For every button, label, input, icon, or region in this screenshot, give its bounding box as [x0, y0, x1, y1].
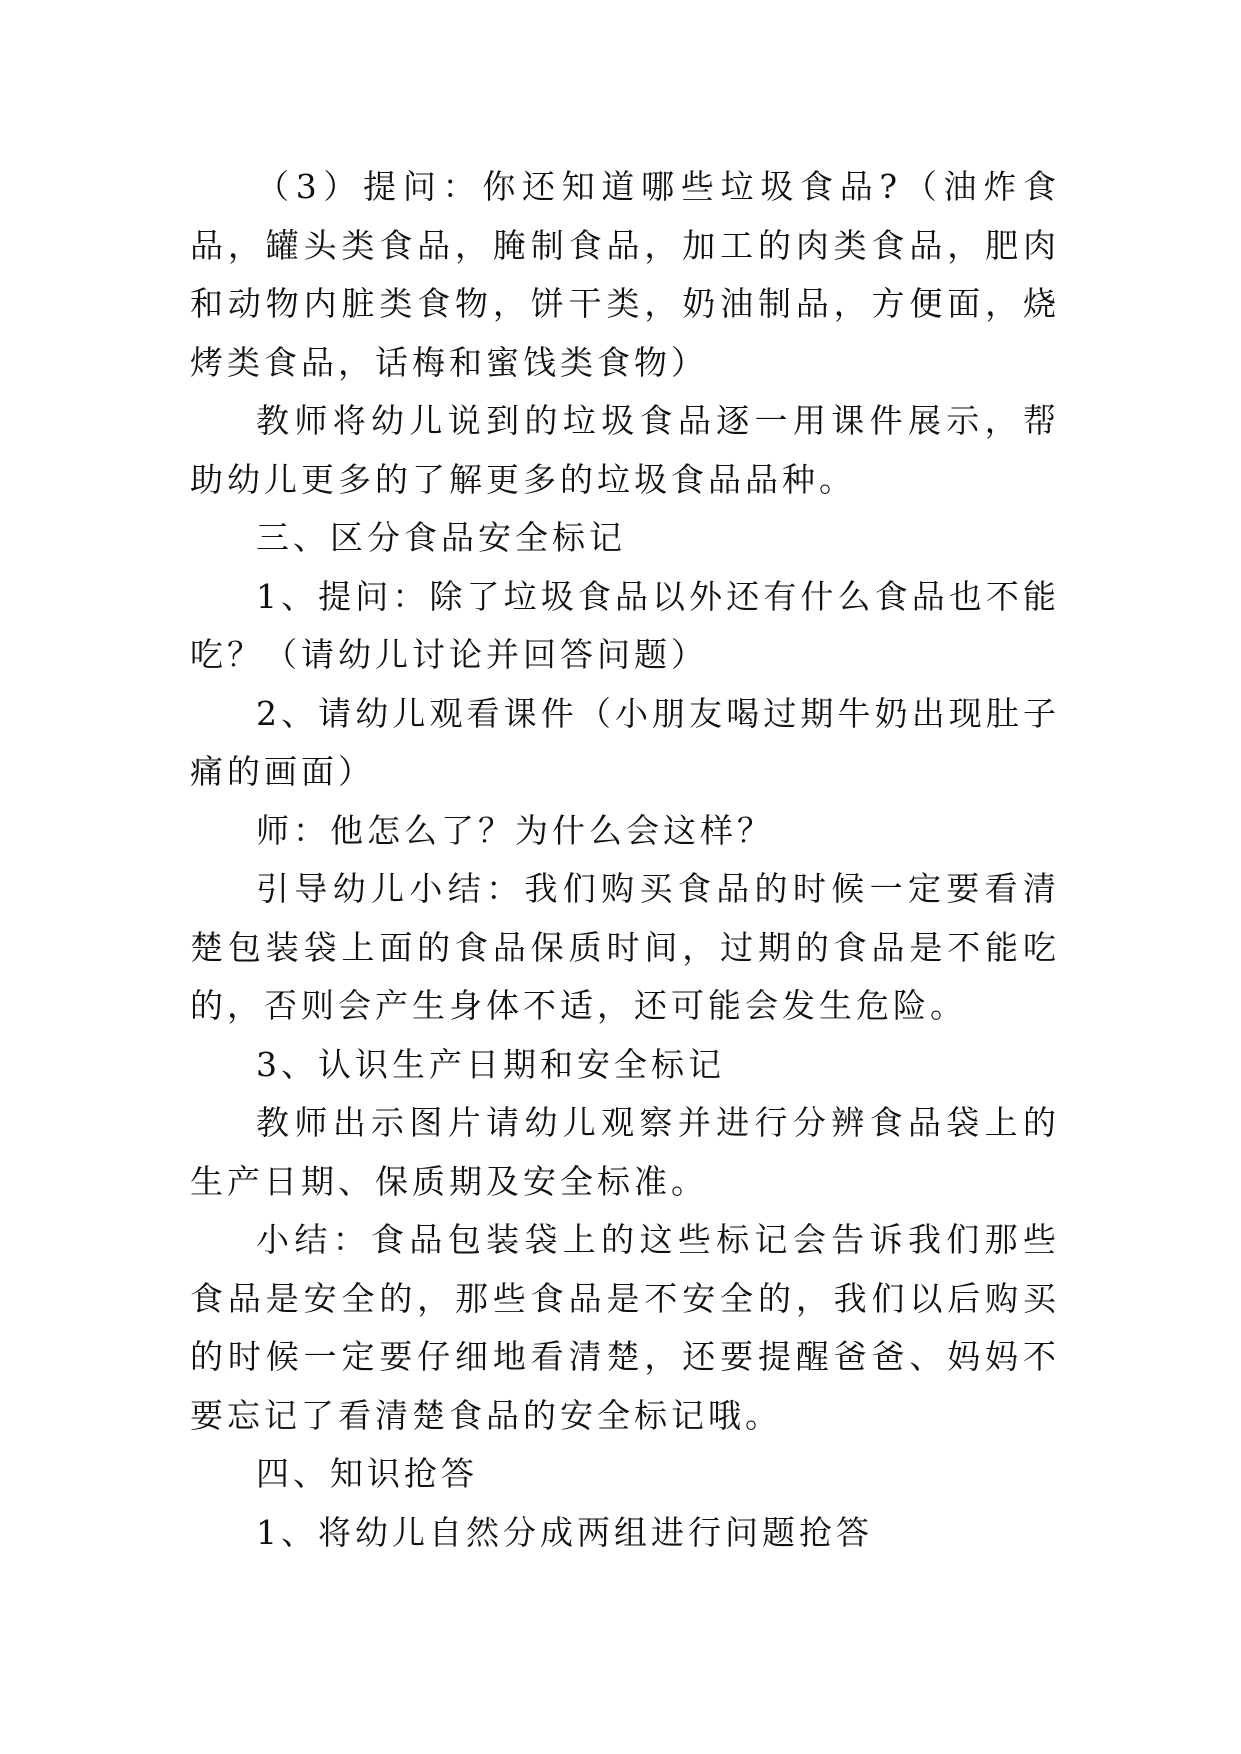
paragraph-watch-courseware: 2、请幼儿观看课件（小朋友喝过期牛奶出现肚子痛的画面）	[190, 693, 1060, 791]
section-heading-quiz: 四、知识抢答	[256, 1454, 478, 1493]
section-heading-food-safety-marks: 三、区分食品安全标记	[256, 518, 626, 557]
paragraph-summary: 小结：食品包装袋上的这些标记会告诉我们那些食品是安全的，那些食品是不安全的，我们以后购买的时候一定要仔细地看清楚，还要提醒爸爸、妈妈不要忘记了看清楚食品的安全标记哦。	[190, 1220, 1060, 1435]
paragraph-teacher-show-pictures: 教师出示图片请幼儿观察并进行分辨食品袋上的生产日期、保质期及安全标准。	[190, 1103, 1060, 1201]
document-page	[190, 158, 1060, 1562]
paragraph-production-date: 3、认识生产日期和安全标记	[256, 1044, 725, 1084]
paragraph-teacher-question: 师：他怎么了？为什么会这样？	[256, 810, 774, 850]
paragraph-teacher-display: 教师将幼儿说到的垃圾食品逐一用课件展示，帮助幼儿更多的了解更多的垃圾食品品种。	[190, 401, 1060, 499]
paragraph-question-1: 1、提问：除了垃圾食品以外还有什么食品也不能吃？（请幼儿讨论并回答问题）	[190, 576, 1060, 674]
paragraph-quiz-groups: 1、将幼儿自然分成两组进行问题抢答	[256, 1512, 873, 1552]
paragraph-junk-food-question: （3）提问：你还知道哪些垃圾食品?（油炸食品，罐头类食品，腌制食品，加工的肉类食品，肥肉和动物内脏类食物，饼干类，奶油制品，方便面，烧烤类食品，话梅和蜜饯类食物）	[190, 167, 1060, 382]
paragraph-guide-summary: 引导幼儿小结：我们购买食品的时候一定要看清楚包装袋上面的食品保质时间，过期的食品是不能吃的，否则会产生身体不适，还可能会发生危险。	[190, 869, 1060, 1025]
